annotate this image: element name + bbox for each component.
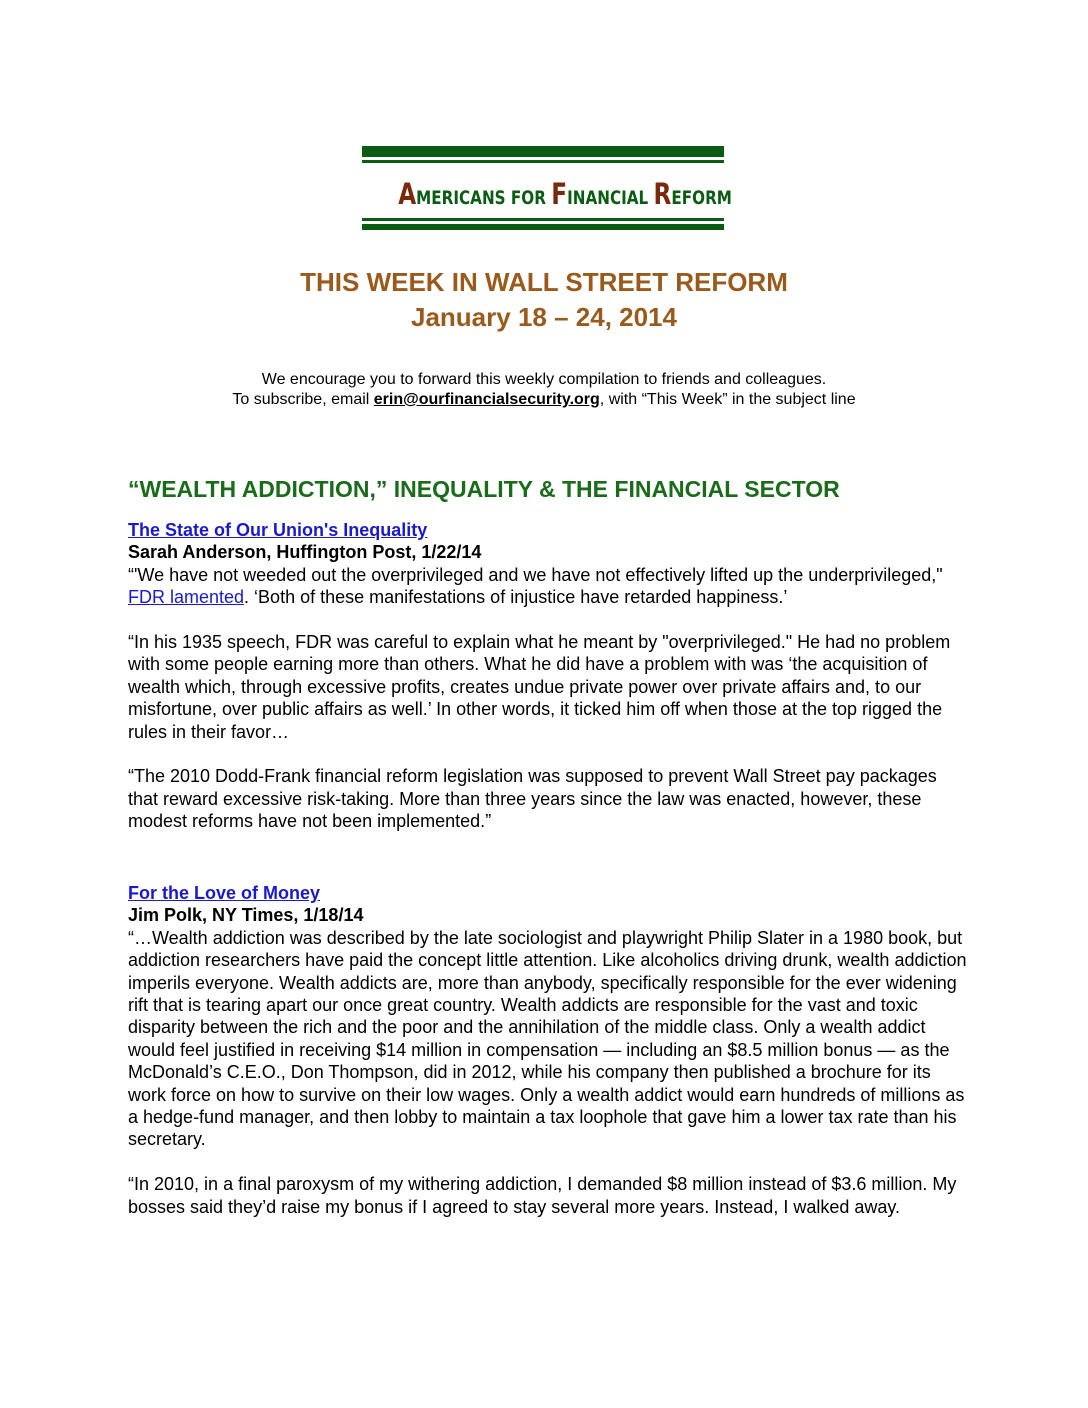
logo-initial-r: R bbox=[653, 177, 672, 211]
newsletter-title: THIS WEEK IN WALL STREET REFORM bbox=[300, 267, 788, 297]
subscribe-suffix: , with “This Week” in the subject line bbox=[599, 391, 856, 408]
article-2-paragraph-2: “In 2010, in a final paroxysm of my withering addiction, I demanded $8 million instead of $3.6 million. My bosses said they’d raise my bonus if I agreed to stay several more years. Instead, I walked away. bbox=[128, 1174, 957, 1217]
logo-word-reform: EFORM bbox=[671, 187, 732, 209]
intro-subscribe-text bbox=[0, 390, 1088, 410]
logo-bottom-bar bbox=[362, 224, 724, 230]
section-heading: “WEALTH ADDICTION,” INEQUALITY & THE FINANCIAL SECTOR bbox=[128, 476, 840, 502]
article-1-p1-text-end: . ‘Both of these manifestations of injustice have retarded happiness.’ bbox=[244, 587, 788, 608]
subscribe-prefix: To subscribe, email bbox=[232, 391, 374, 408]
article-1-p1-text: “'We have not weeded out the overprivileged and we have not effectively lifted up the underprivileged," bbox=[128, 564, 943, 585]
article-1-paragraph-2: “In his 1935 speech, FDR was careful to explain what he meant by "overprivileged." He had no problem with some people earning more than others. What he did have a problem with was ‘the acquisition of wealth which, through excessive profits, creates undue private power over private affairs and, to our misfortune, over public affairs as well.’ In other words, it ticked him off when those at the top rigged the rules in their favor… bbox=[128, 632, 951, 742]
newsletter-dates: January 18 – 24, 2014 bbox=[411, 302, 677, 332]
subscribe-email[interactable]: erin@ourfinancialsecurity.org bbox=[373, 391, 600, 408]
logo-initial-a: A bbox=[398, 177, 417, 211]
article-2-paragraph-1: “…Wealth addiction was described by the late sociologist and playwright Philip Slater in a 1980 book, but addiction researchers have paid the concept little attention. Like alcoholics driving drunk, wealth addiction imperils everyone. Wealth addicts are, more than anybody, specifically responsible for the ever widening rift that is tearing apart our once great country. Wealth addicts are responsible for the vast and toxic disparity between the rich and the poor and the annihilation of the middle class. Only a wealth addict would feel justified in receiving $14 million in compensation — including an $8.5 million bonus — as the McDonald’s C.E.O., Don Thompson, did in 2012, while his company then published a brochure for its work force on how to survive on their low wages. Only a wealth addict would earn hundreds of millions as a hedge-fund manager, and then lobby to maintain a tax loophole that gave him a lower tax rate than his secretary. bbox=[128, 927, 967, 1150]
afr-logo bbox=[362, 146, 732, 234]
logo-word-financial: INANCIAL bbox=[567, 187, 649, 209]
article-2-title-link[interactable]: For the Love of Money bbox=[128, 883, 321, 903]
article-1-title-link[interactable]: The State of Our Union's Inequality bbox=[128, 520, 428, 540]
article-2 bbox=[128, 882, 968, 1218]
article-2-byline: Jim Polk, NY Times, 1/18/14 bbox=[128, 905, 364, 926]
logo-wordmark bbox=[398, 177, 732, 211]
logo-initial-f: F bbox=[551, 177, 568, 211]
logo-top-bar bbox=[362, 146, 724, 157]
article-1-byline: Sarah Anderson, Huffington Post, 1/22/14 bbox=[128, 542, 482, 563]
logo-top-rule bbox=[362, 160, 724, 163]
intro-forward-text: We encourage you to forward this weekly compilation to friends and colleagues. bbox=[261, 371, 827, 388]
fdr-lamented-link[interactable]: FDR lamented bbox=[128, 587, 245, 608]
article-1-paragraph-1 bbox=[128, 564, 968, 609]
logo-word-for: FOR bbox=[510, 187, 546, 209]
article-1 bbox=[128, 519, 968, 833]
logo-bottom-rule bbox=[362, 218, 724, 221]
article-1-paragraph-3: “The 2010 Dodd-Frank financial reform legislation was supposed to prevent Wall Street pay packages that reward excessive risk-taking. More than three years since the law was enacted, however, these modest reforms have not been implemented.” bbox=[128, 766, 937, 832]
logo-word-americans: MERICANS bbox=[416, 187, 506, 209]
